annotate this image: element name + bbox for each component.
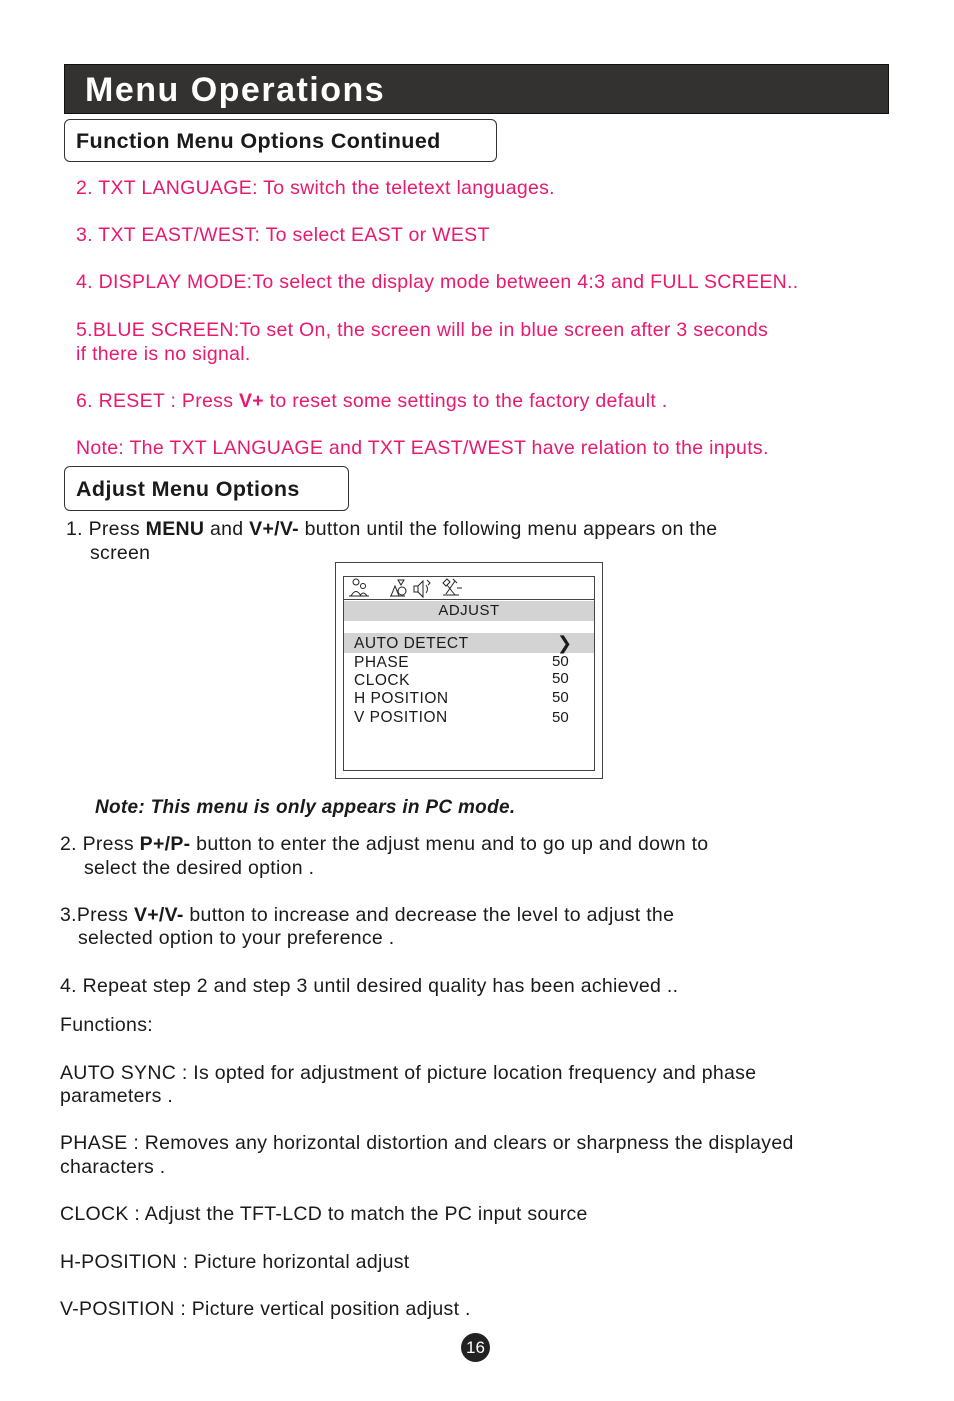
osd-value-h-position: 50 — [552, 689, 569, 706]
step-1-cont: screen — [90, 542, 151, 564]
osd-value-clock: 50 — [552, 670, 569, 687]
osd-value-v-position: 50 — [552, 709, 569, 726]
osd-icons — [343, 576, 595, 600]
chevron-right-icon: ❯ — [557, 633, 573, 653]
blue-screen-item: 5.BLUE SCREEN:To set On, the screen will be in blue screen after 3 seconds — [76, 319, 769, 341]
osd-menu-header: ADJUST — [344, 601, 594, 621]
reset-item: 6. RESET : Press V+ to reset some settings to the factory default . — [76, 390, 668, 412]
osd-value-phase: 50 — [552, 653, 569, 670]
title-bar — [64, 64, 889, 114]
step-4: 4. Repeat step 2 and step 3 until desired quality has been achieved .. — [60, 975, 679, 997]
txt-east-west-item: 3. TXT EAST/WEST: To select EAST or WEST — [76, 224, 490, 246]
function-phase: PHASE : Removes any horizontal distortion and clears or sharpness the displayed — [60, 1132, 794, 1154]
osd-item-clock: CLOCK — [354, 672, 410, 689]
page-title: Menu Operations — [85, 71, 386, 109]
step-1: 1. Press MENU and V+/V- button until the following menu appears on the — [66, 518, 718, 540]
speaker-icon — [414, 580, 430, 597]
osd-item-v-position: V POSITION — [354, 709, 448, 726]
step-3-cont: selected option to your preference . — [78, 927, 395, 949]
page-number: 16 — [461, 1333, 490, 1362]
shapes-icon — [390, 580, 406, 596]
section-heading-label: Adjust Menu Options — [76, 477, 300, 501]
function-auto-sync: AUTO SYNC : Is opted for adjustment of picture location frequency and phase — [60, 1062, 757, 1084]
function-v-position: V-POSITION : Picture vertical position adjust . — [60, 1298, 471, 1320]
reset-key: V+ — [238, 390, 264, 412]
function-phase-cont: characters . — [60, 1156, 166, 1178]
section-heading-adjust — [64, 466, 349, 511]
function-h-position: H-POSITION : Picture horizontal adjust — [60, 1251, 410, 1273]
function-clock: CLOCK : Adjust the TFT-LCD to match the PC input source — [60, 1203, 588, 1225]
inputs-note: Note: The TXT LANGUAGE and TXT EAST/WEST have relation to the inputs. — [76, 437, 769, 459]
osd-item-auto-detect: AUTO DETECT — [354, 635, 469, 652]
pc-mode-note: Note: This menu is only appears in PC mode. — [95, 797, 516, 818]
osd-icon-row — [343, 576, 595, 600]
picture-icon — [349, 579, 369, 596]
function-auto-sync-cont: parameters . — [60, 1085, 174, 1107]
section-heading-function — [64, 119, 497, 162]
osd-item-phase: PHASE — [354, 654, 410, 671]
step-3: 3.Press V+/V- button to increase and decrease the level to adjust the — [60, 904, 675, 926]
display-mode-item: 4. DISPLAY MODE:To select the display mode between 4:3 and FULL SCREEN.. — [76, 271, 799, 293]
blue-screen-item-cont: if there is no signal. — [76, 343, 251, 365]
tools-icon — [443, 579, 462, 595]
step-2: 2. Press P+/P- button to enter the adjust menu and to go up and down to — [60, 833, 709, 855]
functions-heading: Functions: — [60, 1014, 153, 1036]
txt-language-item: 2. TXT LANGUAGE: To switch the teletext languages. — [76, 177, 555, 199]
step-2-cont: select the desired option . — [84, 857, 315, 879]
osd-item-h-position: H POSITION — [354, 690, 449, 707]
section-heading-label: Function Menu Options Continued — [76, 129, 441, 153]
